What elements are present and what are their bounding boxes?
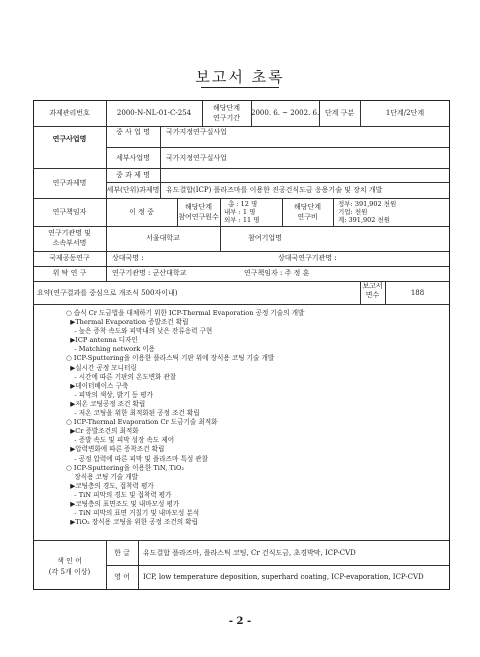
summary-line: ▶실시간 공정 모니터링 [66,363,137,372]
summary-line: - 증발 속도 및 피막 성장 속도 제어 [66,436,175,445]
page-title: 보고서 초록 [195,68,285,86]
row-divider [33,304,450,305]
summary-line: ▶저온 코팅공정 조건 확립 [66,399,146,408]
summary-line: ○ 습식 Cr 도금법을 대체하기 위한 ICP-Thermal Evaporation 공정 기술의 개발 [66,309,305,317]
intl-label: 국제공동연구 [49,254,90,262]
title-underline [201,87,279,88]
summary-label: 요약(연구결과를 중심으로 개조식 500자이내) [37,289,178,297]
summary-line: ▶코팅층의 경도, 접착력 평가 [66,481,154,490]
summary-line: ▶ICP antenna 디자인 [66,336,138,345]
col-divider [138,540,139,590]
cost-company: 기업: 천원 [338,208,368,216]
sub-program-label: 세부사업명 [116,154,150,162]
sub-task-label: 세부(단위)과제명 [106,186,160,194]
participants-total: 총 : 12 명 [228,200,258,208]
sub-program-value: 국가지정연구실사업 [166,154,227,162]
period-label: 해당단계 연구기간 [212,104,241,122]
summary-line: - TiN 피막의 표면 거칠기 및 내마모성 분석 [66,509,200,518]
cost-total: 계: 391,902 천원 [338,216,391,224]
summary-line: - TiN 피막의 경도 및 접착력 평가 [66,490,172,499]
summary-line: 장식용 코팅 기술 개발 [66,472,138,481]
participants-label: 해당단계 참여연구원수 [178,203,219,221]
cost-government: 정부: 391,902 천원 [338,200,397,208]
stage-value: 1단계/2단계 [385,109,425,117]
summary-line: ○ ICP-Sputtering을 이용한 TiN, TiO₂ [66,463,184,472]
row-divider [33,126,450,127]
summary-line: ▶TiO₂ 장식용 코팅을 위한 공정 조건의 확립 [66,518,198,527]
summary-body [66,309,436,527]
partner-country: 상대국명 : [112,254,144,262]
row-divider [33,168,450,169]
summary-line: ▶Cr 증발조건의 최적화 [66,427,139,436]
pages-label: 보고서 면수 [362,282,383,299]
stage-label: 단계 구분 [324,109,355,117]
keywords-english-value: ICP, low temperature deposition, superhard coating, ICP-evaporation, ICP-CVD [143,573,424,581]
sub-task-value: 유도결합(ICP) 플라즈마를 이용한 진공건식도금 응용기술 및 장치 개발 [166,186,383,194]
summary-line: ▶Thermal Evaporation 증발조건 확립 [66,318,189,327]
summary-line: - 피막의 색상, 밝기 등 평가 [66,390,153,399]
row-divider [33,281,450,282]
participants-internal: 내부 : 1 명 [224,208,256,216]
researcher-name: 이 정 중 [129,208,154,216]
research-cost-label: 해당단계 연구비 [293,203,322,221]
summary-line: ○ ICP-Sputtering을 이용한 플라스틱 기판 위에 장식용 코팅 기술 개발 [66,354,275,363]
row-divider [106,182,450,183]
row-divider [106,147,450,148]
summary-line: ▶코팅층의 표면조도 및 내마모성 평가 [66,499,180,508]
researcher-label: 연구책임자 [52,208,87,216]
institution-value: 서울대학교 [146,234,180,242]
period-value: 2000. 6. ~ 2002. 6. [251,109,320,117]
summary-line: - 저온 코팅을 위한 최적화된 공정 조건 확립 [66,409,200,418]
project-number-value: 2000-N-NL-01-C-254 [116,109,192,117]
row-divider [33,226,450,227]
participants-external: 외부 : 11 명 [224,216,260,224]
keywords-korean-value: 유도결합 플라즈마, 플라스틱 코팅, Cr 건식도금, 초경박막, ICP-CVD [143,549,356,557]
col-divider [160,126,161,198]
partner-institution: 상대국연구기관명 : [278,254,337,262]
keywords-label: 색 인 어 (각 5개 이상) [48,557,91,576]
summary-line: - Matching network 이용 [66,345,156,354]
row-divider [33,251,450,252]
summary-line: - 시간에 따른 기판의 온도변화 관찰 [66,372,177,381]
summary-line: - 높은 증착 속도와 피막내의 낮은 잔류응력 구현 [66,327,213,336]
entrust-lead: 연구책임자 : 주 정 훈 [244,269,310,277]
institution-label: 연구기관명 및 소속부서명 [48,229,91,247]
company-label: 참여기업명 [248,234,282,242]
col-divider [106,266,107,281]
row-divider [33,266,450,267]
summary-line: ○ ICP-Thermal Evaporation Cr 도금기술 최적화 [66,418,218,427]
pages-value: 188 [410,289,425,297]
project-program-label: 연구사업명 [52,134,87,143]
entrust-label: 위 탁 연 구 [52,269,87,277]
main-program-label: 중 사 업 명 [116,128,150,136]
page-number: - 2 - [228,616,252,627]
project-number-label: 과제관리번호 [49,109,90,117]
keywords-korean-label: 한 글 [114,549,130,557]
row-divider [33,540,450,541]
task-label: 연구과제명 [52,179,87,187]
row-divider [106,565,450,566]
col-divider [220,198,221,226]
main-task-label: 중 과 제 명 [116,171,150,179]
keywords-english-label: 영 어 [114,573,130,581]
main-program-value: 국가지정연구실사업 [166,128,227,136]
summary-line: ▶데이터베이스 구축 [66,381,129,390]
summary-line: ▶압력변화에 따른 증착조건 확립 [66,445,165,454]
entrust-institution: 연구기관명 : 군산대학교 [112,269,187,277]
col-divider [106,251,107,266]
summary-line: - 공정 압력에 따른 피막 및 플라즈마 특성 관찰 [66,454,209,463]
col-divider [333,198,334,226]
